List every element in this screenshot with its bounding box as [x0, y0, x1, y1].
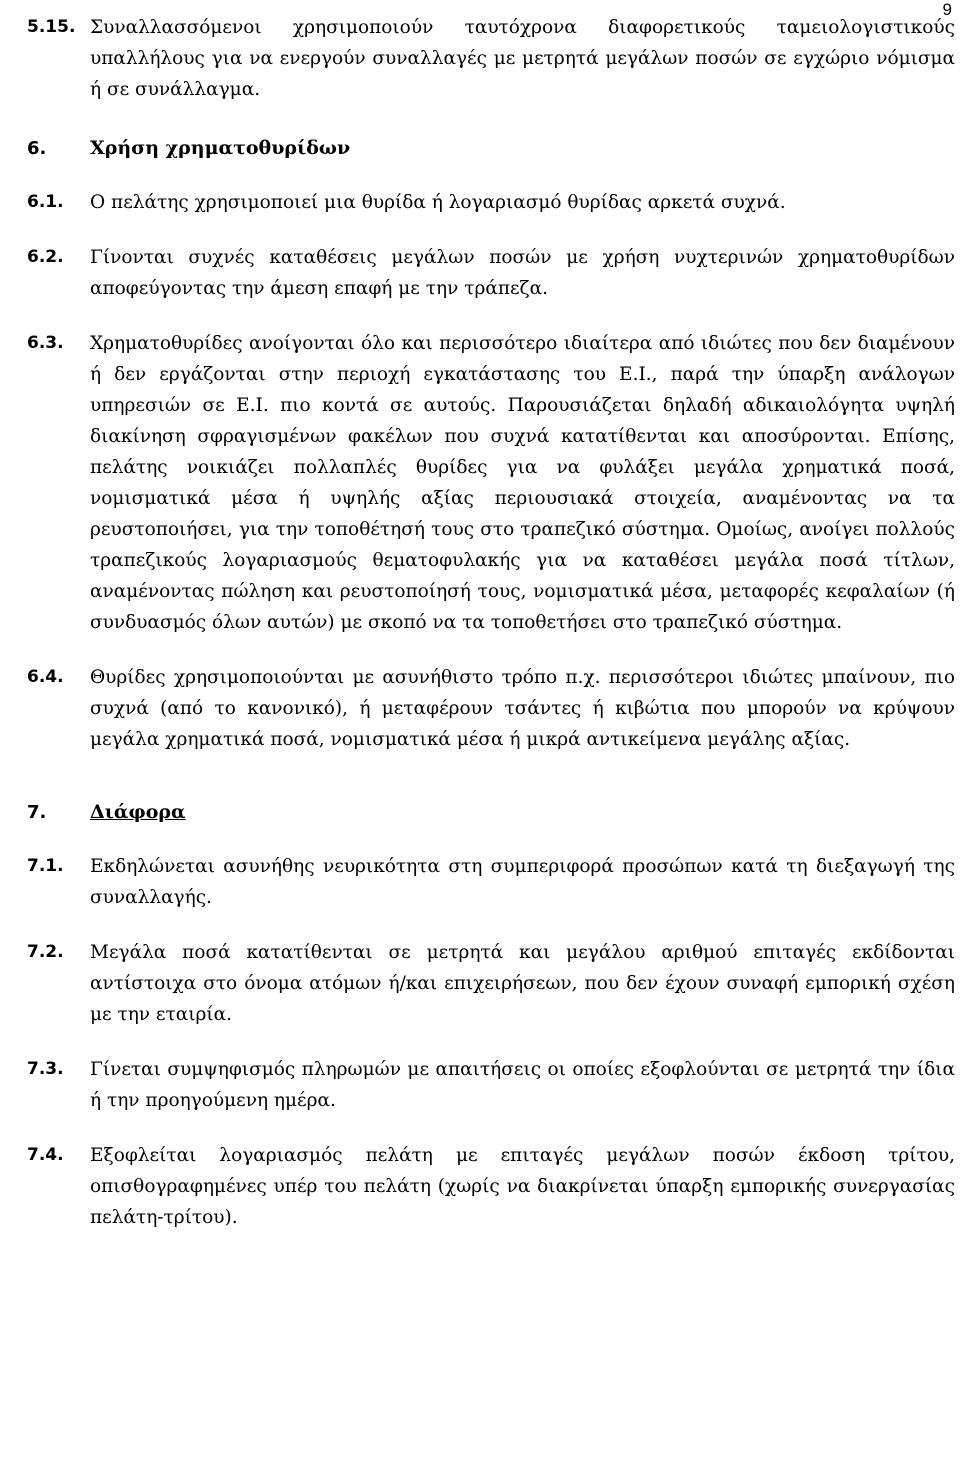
paragraph-7-2	[27, 937, 955, 1030]
section-number: 6.	[27, 138, 47, 159]
paragraph-number: 6.4.	[27, 667, 64, 687]
paragraph-number: 7.2.	[27, 942, 64, 962]
section-7-heading	[27, 797, 955, 828]
paragraph-text: Συναλλασσόμενοι χρησιμοποιούν ταυτόχρονα διαφορετικούς ταμειολογιστικούς υπαλλήλους για να ενεργούν συναλλαγές με μετρητά μεγάλων ποσών σε εγχώριο νόμισμα ή σε συνάλλαγμα.	[90, 17, 955, 100]
paragraph-6-3	[27, 328, 955, 638]
paragraph-text: Γίνονται συχνές καταθέσεις μεγάλων ποσών με χρήση νυχτερινών χρηματοθυρίδων αποφεύγοντας την άμεση επαφή με την τράπεζα.	[90, 247, 955, 299]
page-number: 9	[942, 0, 952, 19]
paragraph-5-15	[27, 12, 955, 105]
document-body	[27, 12, 955, 1233]
paragraph-number: 6.1.	[27, 192, 64, 212]
paragraph-number: 5.15.	[27, 17, 76, 37]
paragraph-number: 7.4.	[27, 1145, 64, 1165]
paragraph-number: 6.2.	[27, 247, 64, 267]
paragraph-text: Γίνεται συμψηφισμός πληρωμών με απαιτήσεις οι οποίες εξοφλούνται σε μετρητά την ίδια ή την προηγούμενη ημέρα.	[90, 1059, 955, 1111]
paragraph-number: 6.3.	[27, 333, 64, 353]
paragraph-text: Ο πελάτης χρησιμοποιεί μια θυρίδα ή λογαριασμό θυρίδας αρκετά συχνά.	[90, 192, 786, 213]
paragraph-7-4	[27, 1140, 955, 1233]
paragraph-6-4	[27, 662, 955, 755]
paragraph-text: Εκδηλώνεται ασυνήθης νευρικότητα στη συμπεριφορά προσώπων κατά τη διεξαγωγή της συναλλαγής.	[90, 856, 955, 908]
section-6-heading	[27, 133, 955, 164]
paragraph-number: 7.3.	[27, 1059, 64, 1079]
paragraph-text: Μεγάλα ποσά κατατίθενται σε μετρητά και μεγάλου αριθμού επιταγές εκδίδονται αντίστοιχα στο όνομα ατόμων ή/και επιχειρήσεων, που δεν έχουν συναφή εμπορική σχέση με την εταιρία.	[90, 942, 955, 1025]
paragraph-6-2	[27, 242, 955, 304]
paragraph-7-3	[27, 1054, 955, 1116]
paragraph-6-1	[27, 187, 955, 218]
paragraph-number: 7.1.	[27, 856, 64, 876]
section-number: 7.	[27, 802, 47, 823]
paragraph-7-1	[27, 851, 955, 913]
paragraph-text: Χρηματοθυρίδες ανοίγονται όλο και περισσότερο ιδιαίτερα από ιδιώτες που δεν διαμένουν ή δεν εργάζονται στην περιοχή εγκατάστασης του Ε.Ι., παρά την ύπαρξη ανάλογων υπηρεσιών σε Ε.Ι. πιο κοντά σε αυτούς. Παρουσιάζεται δηλαδή αδικαιολόγητα υψηλή διακίνηση σφραγισμένων φακέλων που συχνά κατατίθενται και αποσύρονται. Επίσης, πελάτης νοικιάζει πολλαπλές θυρίδες για να φυλάξει μεγάλα χρηματικά ποσά, νομισματικά μέσα ή υψηλής αξίας περιουσιακά στοιχεία, αναμένοντας να τα ρευστοποιήσει, για την τοποθέτησή τους στο τραπεζικό σύστημα. Ομοίως, ανοίγει πολλούς τραπεζικούς λογαριασμούς θεματοφυλακής για να καταθέσει μεγάλα ποσά τίτλων, αναμένοντας πώληση και ρευστοποίησή τους, νομισματικά μέσα, μεταφορές κεφαλαίων (ή συνδυασμός όλων αυτών) με σκοπό να τα τοποθετήσει στο τραπεζικό σύστημα.	[90, 333, 955, 633]
paragraph-text: Θυρίδες χρησιμοποιούνται με ασυνήθιστο τρόπο π.χ. περισσότεροι ιδιώτες μπαίνουν, πιο συχνά (από το κανονικό), ή μεταφέρουν τσάντες ή κιβώτια που μπορούν να κρύψουν μεγάλα χρηματικά ποσά, νομισματικά μέσα ή μικρά αντικείμενα μεγάλης αξίας.	[90, 667, 955, 750]
section-title: Διάφορα	[90, 801, 186, 823]
section-title: Χρήση χρηματοθυρίδων	[90, 137, 351, 159]
paragraph-text: Εξοφλείται λογαριασμός πελάτη με επιταγές μεγάλων ποσών έκδοση τρίτου, οπισθογραφημένες υπέρ του πελάτη (χωρίς να διακρίνεται ύπαρξη εμπορικής συνεργασίας πελάτη-τρίτου).	[90, 1145, 955, 1228]
